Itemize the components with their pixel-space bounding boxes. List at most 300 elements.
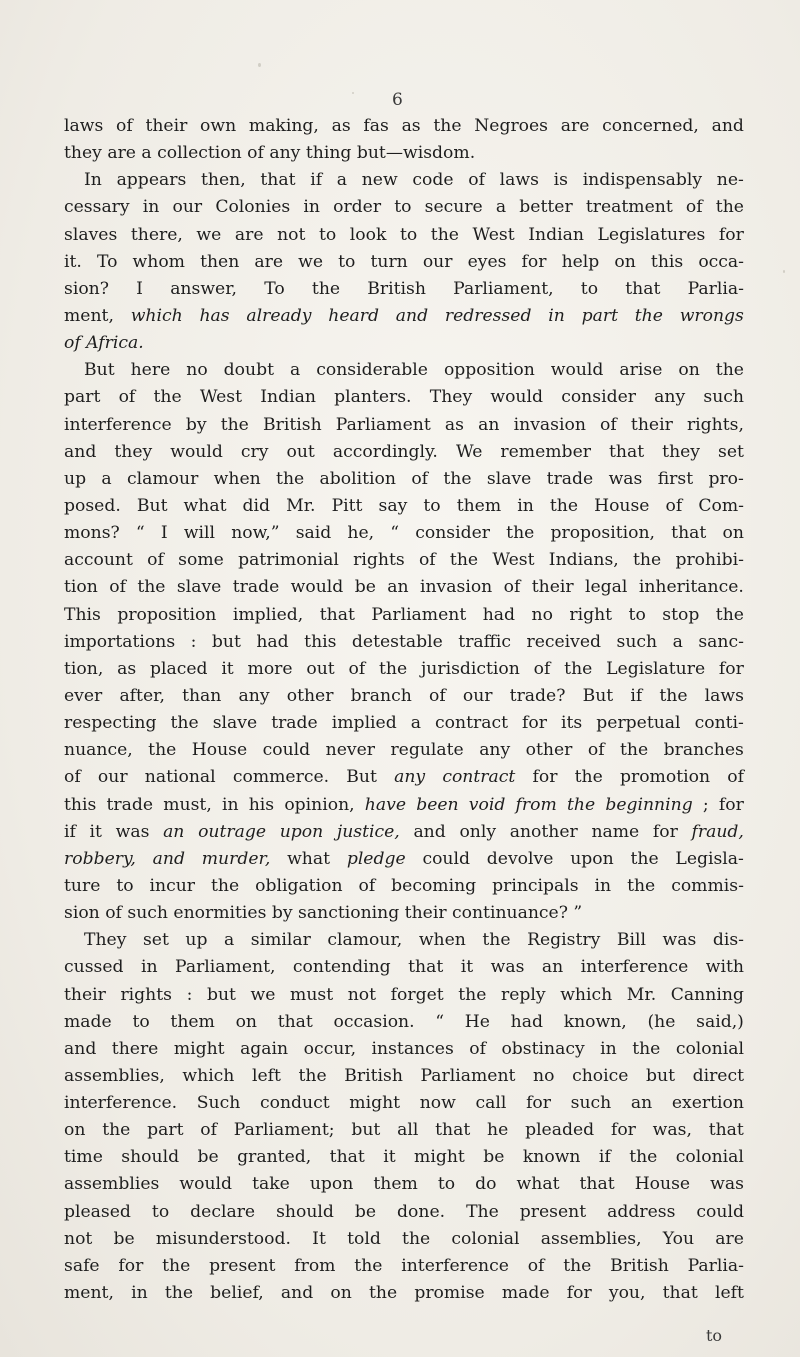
word: known: [522, 1147, 581, 1168]
word: for: [652, 821, 678, 842]
word: no: [186, 360, 208, 381]
word: colonial: [675, 1147, 744, 1168]
word: on: [722, 523, 744, 544]
word: answer,: [170, 278, 237, 299]
word: name: [591, 821, 640, 842]
word: the: [164, 1283, 193, 1304]
word: tion,: [64, 658, 104, 679]
word: occasion.: [333, 1011, 415, 1032]
word: but: [646, 1065, 675, 1086]
word: help: [561, 251, 600, 272]
text-line: [64, 520, 744, 547]
word: colonial: [451, 1228, 520, 1249]
word: interference: [580, 957, 689, 978]
text-line: [64, 927, 744, 954]
word: In: [84, 170, 102, 191]
word: with: [705, 957, 744, 978]
word: concerned,: [602, 116, 699, 136]
word: by: [185, 414, 207, 435]
word: part: [64, 387, 101, 408]
word: have: [364, 794, 406, 815]
word: assemblies,: [64, 1065, 165, 1086]
word: but: [351, 1120, 381, 1141]
text-segment: sion of such enormities by sanctioning their continuance? ”: [64, 903, 583, 924]
word: you,: [608, 1283, 646, 1304]
word: of: [147, 550, 164, 571]
word: devolve: [486, 848, 554, 869]
text-line: [64, 574, 744, 601]
word: should: [276, 1201, 334, 1222]
word: better: [519, 197, 573, 218]
word: Colonies: [215, 197, 291, 218]
word: They: [429, 387, 473, 408]
text-line: [64, 439, 744, 466]
word: will: [183, 523, 216, 544]
word: to: [318, 224, 337, 245]
word: not: [277, 224, 306, 245]
text-line: [64, 1144, 744, 1171]
word: of: [665, 495, 683, 516]
word: House: [594, 495, 650, 516]
word: appears: [116, 170, 187, 191]
word: an: [478, 414, 500, 435]
text-line: [64, 1199, 744, 1226]
word: address: [607, 1201, 676, 1222]
word: of: [527, 1255, 545, 1276]
word: the: [449, 550, 479, 571]
word: our: [97, 767, 128, 788]
word: the: [276, 468, 305, 489]
word: “: [135, 523, 145, 544]
word: secure: [424, 197, 483, 218]
word: Canning: [670, 984, 744, 1005]
word: known,: [563, 1011, 627, 1032]
word: if: [310, 170, 323, 191]
word: ever: [64, 685, 103, 706]
word: it: [383, 1147, 396, 1168]
text-line: [64, 710, 744, 737]
word: Parliament: [335, 414, 431, 435]
word: the: [354, 1255, 383, 1276]
word: for: [526, 1093, 551, 1114]
word: as: [331, 116, 351, 136]
word: in: [221, 794, 239, 815]
word: the: [566, 794, 596, 815]
word: British: [367, 278, 426, 299]
text-line: [64, 656, 744, 683]
word: that: [608, 441, 645, 462]
word: was,: [652, 1120, 692, 1141]
word: conti-: [694, 713, 744, 734]
text-line: [64, 737, 744, 764]
word: after,: [119, 685, 165, 706]
word: to: [151, 1201, 170, 1222]
word: But: [346, 767, 377, 788]
word: be: [483, 1147, 505, 1168]
word: such: [570, 1093, 612, 1114]
word: for: [521, 251, 547, 272]
word: opposition: [443, 360, 535, 381]
word: are: [560, 116, 590, 136]
word: turn: [370, 251, 408, 272]
word: a: [290, 360, 301, 381]
word: do: [475, 1174, 497, 1195]
word: for: [718, 224, 744, 245]
word: trade?: [509, 685, 566, 706]
word: Com-: [698, 495, 744, 516]
word: conduct: [259, 1093, 330, 1114]
word: it: [460, 957, 474, 978]
word: that: [260, 170, 296, 191]
word: interference: [401, 1255, 509, 1276]
word: posed.: [64, 495, 121, 516]
text-line: [64, 1226, 744, 1253]
text-line: [64, 113, 744, 140]
word: it: [89, 821, 102, 842]
text-line: [64, 493, 744, 520]
word: he,: [347, 523, 375, 544]
word: the: [659, 685, 688, 706]
word: for: [718, 658, 744, 679]
word: respecting: [64, 713, 157, 734]
word: on: [330, 1283, 352, 1304]
word: of: [200, 1120, 218, 1141]
word: occa-: [698, 251, 744, 272]
text-line: [64, 792, 744, 819]
word: done.: [397, 1201, 446, 1222]
word: on: [235, 1011, 257, 1032]
word: again: [240, 1038, 289, 1059]
word: trade: [271, 713, 318, 734]
word: the: [298, 1065, 327, 1086]
word: the: [210, 875, 240, 896]
word: We: [455, 441, 483, 462]
word: upon: [279, 821, 324, 842]
word: the: [137, 577, 166, 598]
word: misunderstood.: [155, 1228, 291, 1249]
word: had: [482, 604, 516, 625]
word: the: [482, 930, 511, 951]
word: not: [64, 1228, 93, 1249]
text-line: [64, 194, 744, 221]
word: direct: [692, 1065, 744, 1086]
word: been: [416, 794, 459, 815]
text-line: [64, 629, 744, 656]
word: arise: [619, 360, 663, 381]
word: a: [672, 631, 683, 652]
word: was: [662, 930, 697, 951]
word: said: [295, 523, 332, 544]
word: British: [263, 414, 322, 435]
word: from: [515, 794, 557, 815]
text-line: [64, 1036, 744, 1063]
word: of: [418, 550, 436, 571]
body-text: [64, 113, 744, 1307]
word: I: [136, 278, 143, 299]
word: reply: [501, 984, 546, 1005]
word: right: [569, 604, 613, 625]
word: pro-: [708, 468, 744, 489]
word: clamour,: [327, 930, 403, 951]
word: the: [402, 1228, 431, 1249]
word: House: [191, 740, 248, 761]
word: this: [650, 251, 684, 272]
word: was: [608, 468, 643, 489]
word: incur: [149, 875, 196, 896]
word: on: [678, 360, 700, 381]
word: the: [629, 1147, 658, 1168]
word: them: [456, 495, 502, 516]
word: obligation: [255, 875, 343, 896]
word: nuance,: [64, 740, 133, 761]
word: when: [213, 468, 261, 489]
word: Mr.: [286, 495, 316, 516]
word: of: [468, 170, 485, 191]
word: implied,: [232, 604, 304, 625]
word: be: [354, 577, 376, 598]
word: such: [703, 387, 744, 408]
text-line: [64, 1090, 744, 1117]
word: Parlia-: [687, 1255, 744, 1276]
word: made: [501, 1283, 550, 1304]
paper-speck: [352, 92, 354, 94]
text-line: [64, 954, 744, 981]
word: and: [413, 821, 446, 842]
word: already: [246, 305, 312, 326]
word: instances: [371, 1038, 454, 1059]
word: West: [492, 550, 535, 571]
word: Indian: [528, 224, 584, 245]
word: the: [506, 523, 535, 544]
word: accordingly.: [332, 441, 438, 462]
word: a: [336, 170, 348, 191]
word: interference.: [64, 1093, 178, 1114]
page-number: 6: [392, 90, 403, 110]
word: in: [142, 197, 160, 218]
word: the: [369, 1283, 398, 1304]
word: abolition: [319, 468, 396, 489]
text-line: [64, 1253, 744, 1280]
word: the: [220, 414, 249, 435]
word: an: [630, 1093, 653, 1114]
text-line: [64, 602, 744, 629]
word: pleaded: [525, 1120, 595, 1141]
word: the: [430, 224, 459, 245]
word: colonial: [675, 1038, 744, 1059]
word: could: [262, 740, 311, 761]
word: of: [685, 197, 703, 218]
word: in: [140, 957, 158, 978]
word: to: [132, 1011, 150, 1032]
word: look: [349, 224, 387, 245]
word: set: [718, 441, 744, 462]
word: They: [84, 930, 127, 951]
word: some: [178, 550, 224, 571]
word: rights,: [686, 414, 744, 435]
word: we: [250, 984, 276, 1005]
word: it: [221, 658, 234, 679]
word: To: [96, 251, 118, 272]
word: fas: [363, 116, 389, 136]
word: the: [627, 875, 656, 896]
word: Parliament,: [175, 957, 276, 978]
word: they: [662, 441, 701, 462]
word: are: [254, 251, 284, 272]
word: opinion,: [284, 794, 355, 815]
word: the: [170, 713, 199, 734]
word: dis-: [712, 930, 744, 951]
word: Mr.: [626, 984, 657, 1005]
word: Legislature: [606, 658, 706, 679]
word: the: [715, 360, 744, 381]
word: them: [170, 1011, 215, 1032]
word: promotion: [619, 767, 711, 788]
paper-speck: [783, 270, 785, 273]
word: that: [671, 523, 707, 544]
word: our: [462, 685, 493, 706]
word: any: [394, 767, 426, 788]
word: :: [190, 631, 197, 652]
word: if: [598, 1147, 611, 1168]
text-segment: of Africa.: [64, 333, 144, 354]
word: invasion: [513, 414, 586, 435]
word: Indians,: [548, 550, 619, 571]
word: promise: [414, 1283, 485, 1304]
word: their: [64, 984, 106, 1005]
word: occur,: [303, 1038, 357, 1059]
word: the: [715, 197, 744, 218]
word: The: [466, 1201, 499, 1222]
word: in: [600, 1038, 617, 1059]
word: rights: [353, 550, 405, 571]
text-line: [64, 547, 744, 574]
word: whom: [132, 251, 185, 272]
word: It: [312, 1228, 326, 1249]
word: on: [614, 251, 636, 272]
word: tion: [64, 577, 98, 598]
word: trade: [232, 577, 280, 598]
word: now,”: [231, 523, 280, 544]
word: left: [251, 1065, 281, 1086]
paper-speck: [258, 63, 261, 67]
word: part: [581, 305, 618, 326]
word: a: [410, 713, 422, 734]
word: all: [397, 1120, 419, 1141]
word: then,: [200, 170, 246, 191]
word: in: [303, 197, 320, 218]
word: “: [435, 1011, 445, 1032]
word: was: [490, 957, 525, 978]
word: stop: [662, 604, 700, 625]
word: rights: [120, 984, 172, 1005]
word: would: [550, 360, 604, 381]
word: of: [587, 740, 605, 761]
word: pleased: [64, 1201, 131, 1222]
word: outrage: [198, 821, 267, 842]
word: branches: [663, 740, 744, 761]
word: of: [116, 116, 133, 136]
word: ture: [64, 875, 101, 896]
word: of: [503, 577, 521, 598]
word: :: [186, 984, 193, 1005]
word: and: [64, 441, 97, 462]
text-segment: they are a collection of any thing but—wisdom.: [64, 143, 476, 164]
word: to: [580, 278, 599, 299]
word: ment,: [64, 1283, 114, 1304]
word: to: [394, 197, 412, 218]
word: was: [115, 821, 150, 842]
word: to: [338, 251, 356, 272]
word: regulate: [390, 740, 464, 761]
word: to: [399, 224, 418, 245]
word: cessary: [64, 197, 130, 218]
word: justice,: [336, 821, 400, 842]
word: But: [84, 360, 115, 381]
word: slave: [212, 713, 258, 734]
word: redressed: [444, 305, 532, 326]
word: for: [118, 1255, 144, 1276]
word: for: [566, 1283, 592, 1304]
word: what: [516, 1174, 560, 1195]
word: our: [172, 197, 203, 218]
word: trade: [106, 794, 154, 815]
word: in: [594, 875, 612, 896]
word: becoming: [391, 875, 477, 896]
word: and: [152, 848, 185, 869]
word: contract: [435, 713, 508, 734]
word: an: [387, 577, 409, 598]
word: call: [475, 1093, 507, 1114]
word: implied: [331, 713, 397, 734]
word: of: [411, 468, 429, 489]
word: was: [710, 1174, 744, 1195]
word: Parliament;: [233, 1120, 335, 1141]
word: had: [256, 631, 289, 652]
word: granted,: [237, 1147, 312, 1168]
text-line: [64, 846, 744, 873]
word: a: [495, 197, 507, 218]
word: that: [579, 1174, 615, 1195]
word: cry: [240, 441, 269, 462]
text-line: [64, 140, 744, 167]
word: making,: [248, 116, 319, 136]
word: more: [247, 658, 293, 679]
word: out: [306, 658, 335, 679]
word: contract: [442, 767, 516, 788]
word: inheritance.: [638, 577, 744, 598]
word: Parliament,: [453, 278, 554, 299]
word: for: [718, 794, 744, 815]
word: and: [711, 116, 744, 136]
word: of: [348, 658, 366, 679]
word: of: [600, 414, 617, 435]
word: doubt: [223, 360, 275, 381]
word: would: [179, 1174, 233, 1195]
word: for: [522, 713, 547, 734]
word: that: [408, 957, 444, 978]
word: made: [64, 1011, 112, 1032]
word: no: [531, 604, 553, 625]
word: heard: [328, 305, 379, 326]
word: Bill: [616, 930, 646, 951]
word: similar: [250, 930, 311, 951]
word: and: [280, 1283, 314, 1304]
text-line: [64, 357, 744, 384]
word: any: [479, 740, 511, 761]
word: not: [347, 984, 377, 1005]
word: the: [563, 1255, 592, 1276]
word: to: [437, 1174, 456, 1195]
